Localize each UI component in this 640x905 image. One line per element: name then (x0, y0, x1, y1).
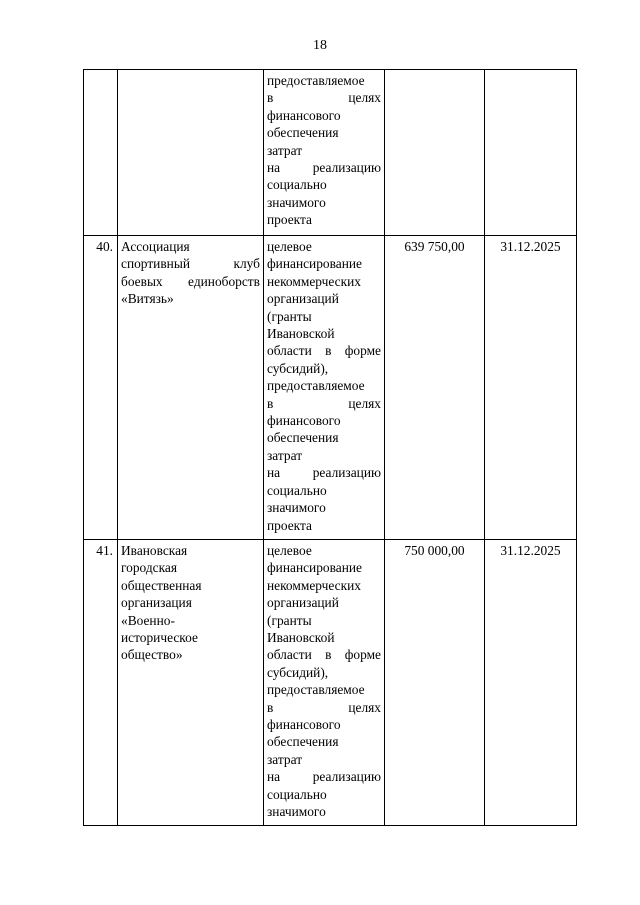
deadline-date: 31.12.2025 (485, 236, 577, 540)
grant-purpose-line: некоммерческих (267, 577, 361, 593)
recipient-name (118, 70, 264, 236)
grant-purpose-line: некоммерческих (267, 273, 361, 289)
grant-purpose-line: обеспечения (267, 734, 339, 750)
grant-amount (385, 70, 485, 236)
grant-purpose-line: социально (267, 177, 327, 193)
grant-purpose-line: на реализацию (267, 465, 381, 481)
grant-purpose-line: затрат (267, 751, 303, 767)
deadline-date (485, 70, 577, 236)
table-row (84, 236, 577, 540)
grant-purpose-line: проекта (267, 517, 312, 533)
grant-purpose-line: на реализацию (267, 769, 381, 785)
table-body (84, 70, 577, 826)
table-row (84, 70, 577, 236)
recipient-name-line: «Военно- (121, 612, 175, 628)
page-number: 18 (313, 38, 327, 53)
grant-purpose-line: финансового (267, 717, 341, 733)
recipient-name-line: боевых единоборств (121, 273, 260, 289)
grant-purpose-line: области в форме (267, 343, 381, 359)
grant-purpose-line: финансирование (267, 256, 362, 272)
grant-amount: 750 000,00 (385, 540, 485, 826)
grant-purpose-line: значимого (267, 500, 326, 516)
grant-purpose-line: целевое (267, 543, 312, 558)
row-number: 41. (84, 540, 118, 826)
grant-purpose-line: (гранты (267, 308, 312, 324)
grant-purpose-line: финансового (267, 107, 341, 123)
grant-purpose-line: субсидий), (267, 664, 329, 680)
recipient-name-line: общество» (121, 647, 183, 663)
recipient-name-line: общественная (121, 577, 202, 593)
row-number (84, 70, 118, 236)
grant-purpose-line: организаций (267, 595, 339, 611)
grant-purpose-line: в целях (267, 699, 381, 715)
grant-purpose-line: финансового (267, 413, 341, 429)
grant-purpose-line: проекта (267, 212, 312, 228)
grant-purpose-line: обеспечения (267, 430, 339, 446)
grant-purpose-line: предоставляемое (267, 682, 365, 698)
recipient-name-line: Ассоциация (121, 239, 190, 254)
grant-purpose-line: организаций (267, 291, 339, 307)
grant-purpose-line: значимого (267, 804, 326, 820)
grant-purpose-line: в целях (267, 90, 381, 106)
grant-purpose-line: социально (267, 786, 327, 802)
grant-amount: 639 750,00 (385, 236, 485, 540)
grant-purpose-line: области в форме (267, 647, 381, 663)
grant-purpose-line: субсидий), (267, 360, 329, 376)
grant-purpose-line: затрат (267, 142, 303, 158)
deadline-date: 31.12.2025 (485, 540, 577, 826)
grant-purpose-line: Ивановской (267, 326, 335, 342)
grant-purpose-line: предоставляемое (267, 378, 365, 394)
grant-purpose (264, 236, 385, 540)
grant-purpose-line: Ивановской (267, 630, 335, 646)
row-number: 40. (84, 236, 118, 540)
recipient-name-line: спортивный клуб (121, 256, 260, 272)
grant-purpose (264, 70, 385, 236)
recipient-name-line: городская (121, 560, 178, 576)
recipient-name-line: историческое (121, 630, 198, 646)
recipient-name-line: «Витязь» (121, 291, 174, 307)
recipient-name-line: организация (121, 595, 192, 611)
grant-purpose-line: социально (267, 482, 327, 498)
grant-purpose (264, 540, 385, 826)
grant-purpose-line: обеспечения (267, 125, 339, 141)
table-row (84, 540, 577, 826)
grant-purpose-line: значимого (267, 194, 326, 210)
recipient-name (118, 236, 264, 540)
grants-table (83, 69, 577, 826)
recipient-name-line: Ивановская (121, 543, 188, 558)
grant-purpose-line: на реализацию (267, 160, 381, 176)
grant-purpose-line: (гранты (267, 612, 312, 628)
recipient-name (118, 540, 264, 826)
grant-purpose-line: финансирование (267, 560, 362, 576)
grant-purpose-line: целевое (267, 239, 312, 254)
grant-purpose-line: предоставляемое (267, 73, 365, 88)
grant-purpose-line: в целях (267, 395, 381, 411)
grant-purpose-line: затрат (267, 447, 303, 463)
